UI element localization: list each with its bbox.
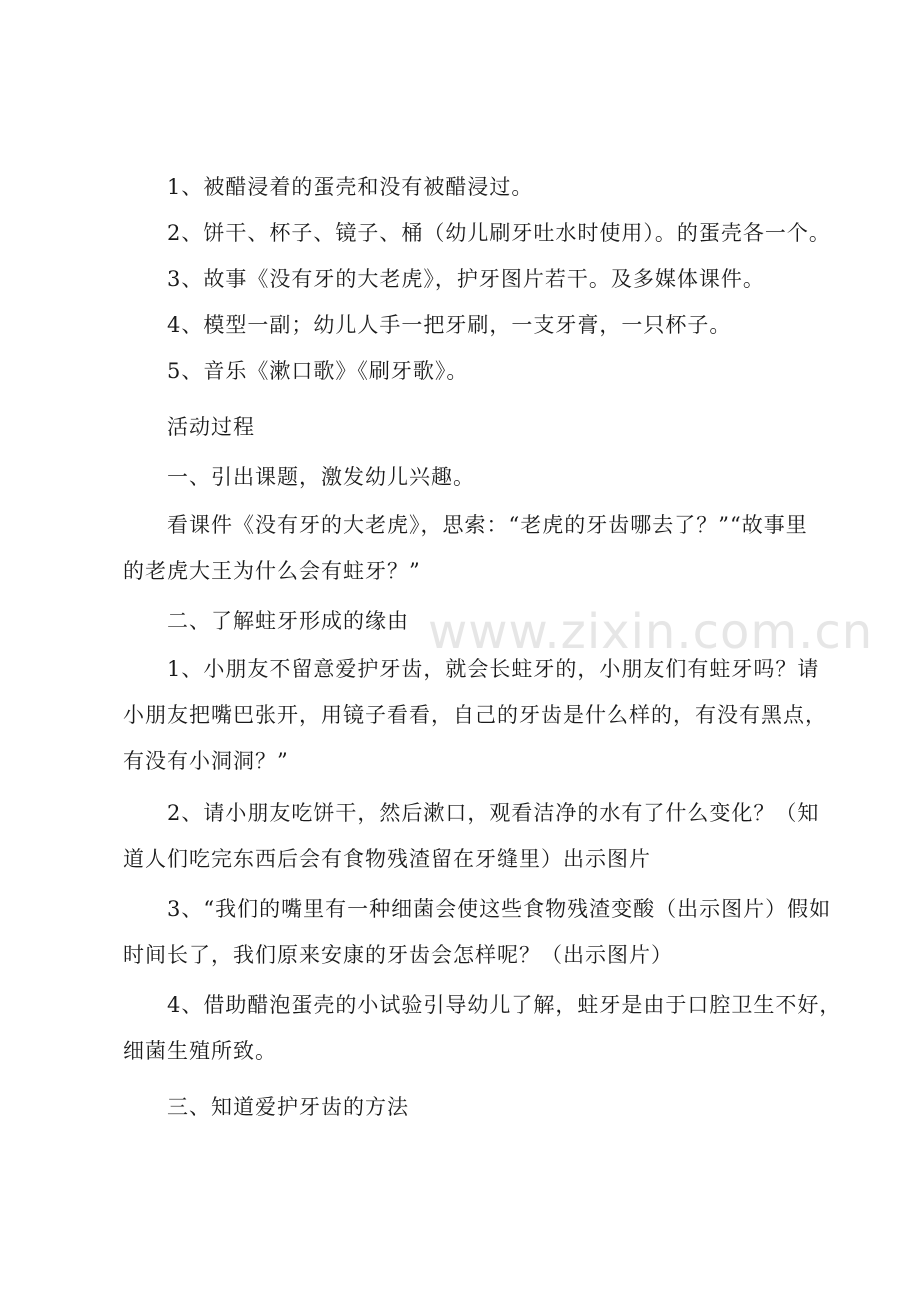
paragraph-material-3 <box>123 256 823 302</box>
paragraph-step-1 <box>123 646 827 784</box>
text-line: 4、借助醋泡蛋壳的小试验引导幼儿了解，蛀牙是由于口腔卫生不好， <box>167 993 842 1017</box>
paragraph-material-4 <box>123 302 823 348</box>
text-line: 5、音乐《漱口歌》《刷牙歌》。 <box>167 359 469 383</box>
text-line: 2、饼干、杯子、镜子、桶（幼儿刷牙吐水时使用）。的蛋壳各一个。 <box>167 221 831 245</box>
section-heading-activity-process <box>123 404 823 450</box>
text-line: 活动过程 <box>167 415 255 439</box>
paragraph-material-1 <box>123 164 823 210</box>
paragraph-step-2 <box>123 790 823 882</box>
text-line: 一、引出课题，激发幼儿兴趣。 <box>167 465 475 489</box>
text-line: 看课件《没有牙的大老虎》，思索：“老虎的牙齿哪去了？”“故事里 <box>167 513 808 537</box>
text-line: 三、知道爱护牙齿的方法 <box>167 1095 409 1119</box>
text-line: 3、故事《没有牙的大老虎》，护牙图片若干。及多媒体课件。 <box>167 267 765 291</box>
text-line: 的老虎大王为什么会有蛀牙？” <box>123 559 421 583</box>
text-line: 1、被醋浸着的蛋壳和没有被醋浸过。 <box>167 175 534 199</box>
text-line: 道人们吃完东西后会有食物残渣留在牙缝里）出示图片 <box>123 847 651 871</box>
paragraph-material-5 <box>123 348 823 394</box>
text-line: 时间长了，我们原来安康的牙齿会怎样呢？（出示图片） <box>123 943 673 967</box>
paragraph-step-3 <box>123 886 832 978</box>
paragraph-step-4 <box>123 982 842 1074</box>
text-line: 4、模型一副；幼儿人手一把牙刷，一支牙膏，一只杯子。 <box>167 313 732 337</box>
text-line: 有没有小洞洞？” <box>123 749 289 773</box>
text-line: 3、“我们的嘴里有一种细菌会使这些食物残渣变酸（出示图片）假如 <box>167 897 832 921</box>
section-heading-introduce-topic <box>123 454 823 500</box>
paragraph-watch-courseware <box>123 502 823 594</box>
paragraph-material-2 <box>123 210 831 256</box>
section-heading-protect-teeth <box>123 1084 823 1130</box>
watermark: www.zixin.com.cn <box>428 604 874 660</box>
text-line: 小朋友把嘴巴张开，用镜子看看，自己的牙齿是什么样的，有没有黑点， <box>123 703 827 727</box>
text-line: 细菌生殖所致。 <box>123 1039 277 1063</box>
text-line: 1、小朋友不留意爱护牙齿，就会长蛀牙的，小朋友们有蛀牙吗？请 <box>167 657 820 681</box>
text-line: 二、了解蛀牙形成的缘由 <box>167 609 409 633</box>
text-line: 2、请小朋友吃饼干，然后漱口，观看洁净的水有了什么变化？（知 <box>167 801 820 825</box>
